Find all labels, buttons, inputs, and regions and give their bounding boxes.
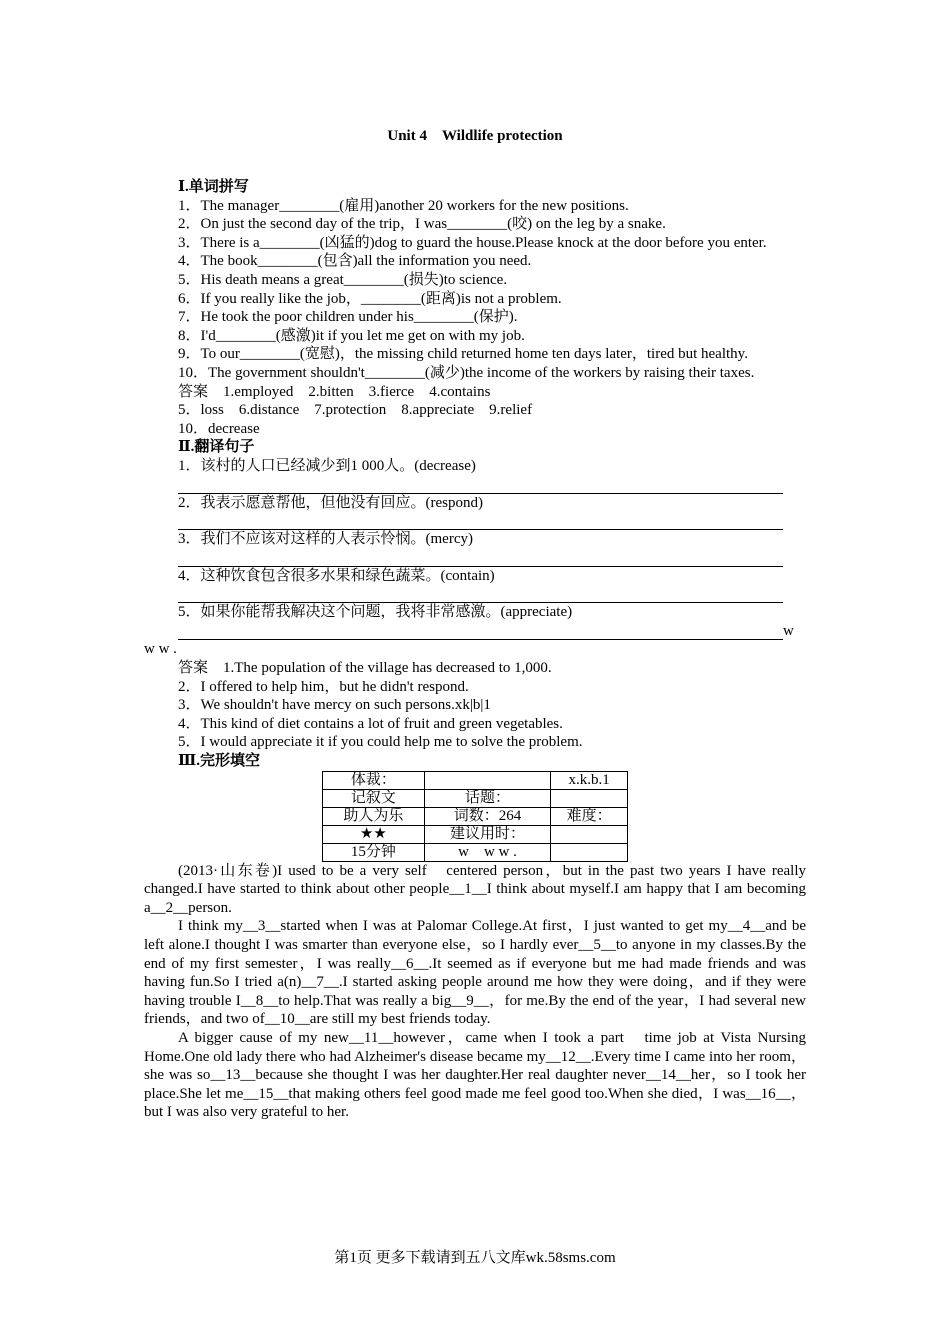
table-row: [323, 789, 628, 807]
table-row: [323, 771, 628, 789]
table-cell: 15分钟: [323, 843, 425, 861]
answer-line: [178, 622, 806, 641]
table-row: [323, 807, 628, 825]
table-cell: 记叙文: [323, 789, 425, 807]
spelling-item: 4．The book________(包含)all the information you need.: [178, 253, 532, 270]
section-heading-spelling: Ⅰ.单词拼写: [178, 179, 249, 195]
table-row: [323, 843, 628, 861]
cloze-paragraph: A bigger cause of my new__11__however，came when I took a part time job at Vista Nursing Home.One old lady there who had Alzheimer's disease became my__12__.Every time I came into her room，she was so__13__because she thought I was her daughter.Her real daughter never__14__her，so I took her place.She let me__15__that making others feel good made me feel good too.When she died，I was__16__，but I was also very grateful to her.: [144, 1029, 806, 1121]
answer-line: [178, 512, 783, 530]
translation-item: 4．这种饮食包含很多水果和绿色蔬菜。(contain): [178, 567, 495, 584]
table-cell: 词数：264: [424, 807, 551, 825]
section-heading-translation: Ⅱ.翻译句子: [178, 439, 255, 456]
table-cell: 话题：: [424, 789, 551, 807]
watermark-text: w w .: [144, 641, 177, 658]
worksheet-body: [144, 178, 806, 1122]
spelling-answers: 10．decrease: [178, 420, 260, 437]
spelling-item: 7．He took the poor children under his________(保护).: [178, 309, 518, 326]
spelling-item: 3．There is a________(凶猛的)dog to guard the house.Please knock at the door before you enter.: [178, 234, 767, 251]
spelling-item: 8．I'd________(感激)it if you let me get on with my job.: [178, 327, 525, 344]
spelling-item: 2．On just the second day of the trip，I was________(咬) on the leg by a snake.: [178, 216, 666, 233]
spelling-item: 1．The manager________(雇用)another 20 workers for the new positions.: [178, 197, 629, 214]
table-cell: x.k.b.1: [551, 771, 628, 789]
spelling-item: 5．His death means a great________(损失)to science.: [178, 271, 508, 288]
translation-item: 2．我表示愿意帮他，但他没有回应。(respond): [178, 494, 483, 511]
table-row: [323, 825, 628, 843]
table-cell: 难度：: [551, 807, 628, 825]
watermark-text: w: [783, 622, 794, 639]
page-footer: 第1页 更多下载请到五八文库wk.58sms.com: [334, 1250, 616, 1266]
table-cell: [551, 825, 628, 843]
translation-answers: 4．This kind of diet contains a lot of fruit and green vegetables.: [178, 715, 563, 732]
table-cell: w w w .: [424, 843, 551, 861]
cloze-paragraph: (2013·山东卷)I used to be a very self centered person，but in the past two years I have really changed.I have started to think about other people__1__I think about myself.I am happy that I am becoming a__2__person.: [144, 862, 806, 916]
translation-answers: 答案 1.The population of the village has decreased to 1,000.: [178, 660, 552, 677]
spelling-answers: 5．loss 6.distance 7.protection 8.appreciate 9.relief: [178, 402, 533, 419]
translation-item: 5．如果你能帮我解决这个问题，我将非常感激。(appreciate): [178, 604, 573, 621]
answer-line: [178, 476, 783, 494]
translation-answers: 2．I offered to help him，but he didn't respond.: [178, 678, 469, 695]
passage-info-table: [322, 771, 628, 862]
answer-line: [178, 549, 783, 567]
table-cell: [551, 843, 628, 861]
cloze-paragraph: I think my__3__started when I was at Palomar College.At first，I just wanted to get my__4__and be left alone.I thought I was smarter than everyone else，so I hardly ever__5__to anyone in my classes.By the end of my first semester，I was really__6__.It seemed as if everyone but me had made friends and was having fun.So I tried a(n)__7__.I started asking people around me how they were doing，and if they were having trouble I__8__to help.That was really a big__9__，for me.By the end of the year，I had several new friends，and two of__10__are still my best friends today.: [144, 918, 806, 1028]
translation-item: 1．该村的人口已经减少到1 000人。(decrease): [178, 457, 476, 474]
spelling-item: 9．To our________(宽慰)，the missing child returned home ten days later，tired but healthy.: [178, 346, 748, 363]
table-cell: ★★: [323, 825, 425, 843]
section-heading-cloze: Ⅲ.完形填空: [178, 753, 261, 770]
translation-answers: 5．I would appreciate it if you could help me to solve the problem.: [178, 734, 583, 751]
page-title: Unit 4 Wildlife protection: [387, 128, 563, 144]
table-cell: 建议用时：: [424, 825, 551, 843]
spelling-item: 10．The government shouldn't________(减少)the income of the workers by raising their taxes.: [178, 364, 755, 381]
translation-answers: 3．We shouldn't have mercy on such persons.xk|b|1: [178, 697, 491, 714]
spelling-item: 6．If you really like the job，________(距离)is not a problem.: [178, 290, 562, 307]
table-cell: [424, 771, 551, 789]
answer-line: [178, 585, 783, 603]
table-cell: [551, 789, 628, 807]
table-cell: 体裁：: [323, 771, 425, 789]
translation-item: 3．我们不应该对这样的人表示怜悯。(mercy): [178, 531, 473, 548]
table-cell: 助人为乐: [323, 807, 425, 825]
spelling-answers: 答案 1.employed 2.bitten 3.fierce 4.contains: [178, 383, 491, 400]
